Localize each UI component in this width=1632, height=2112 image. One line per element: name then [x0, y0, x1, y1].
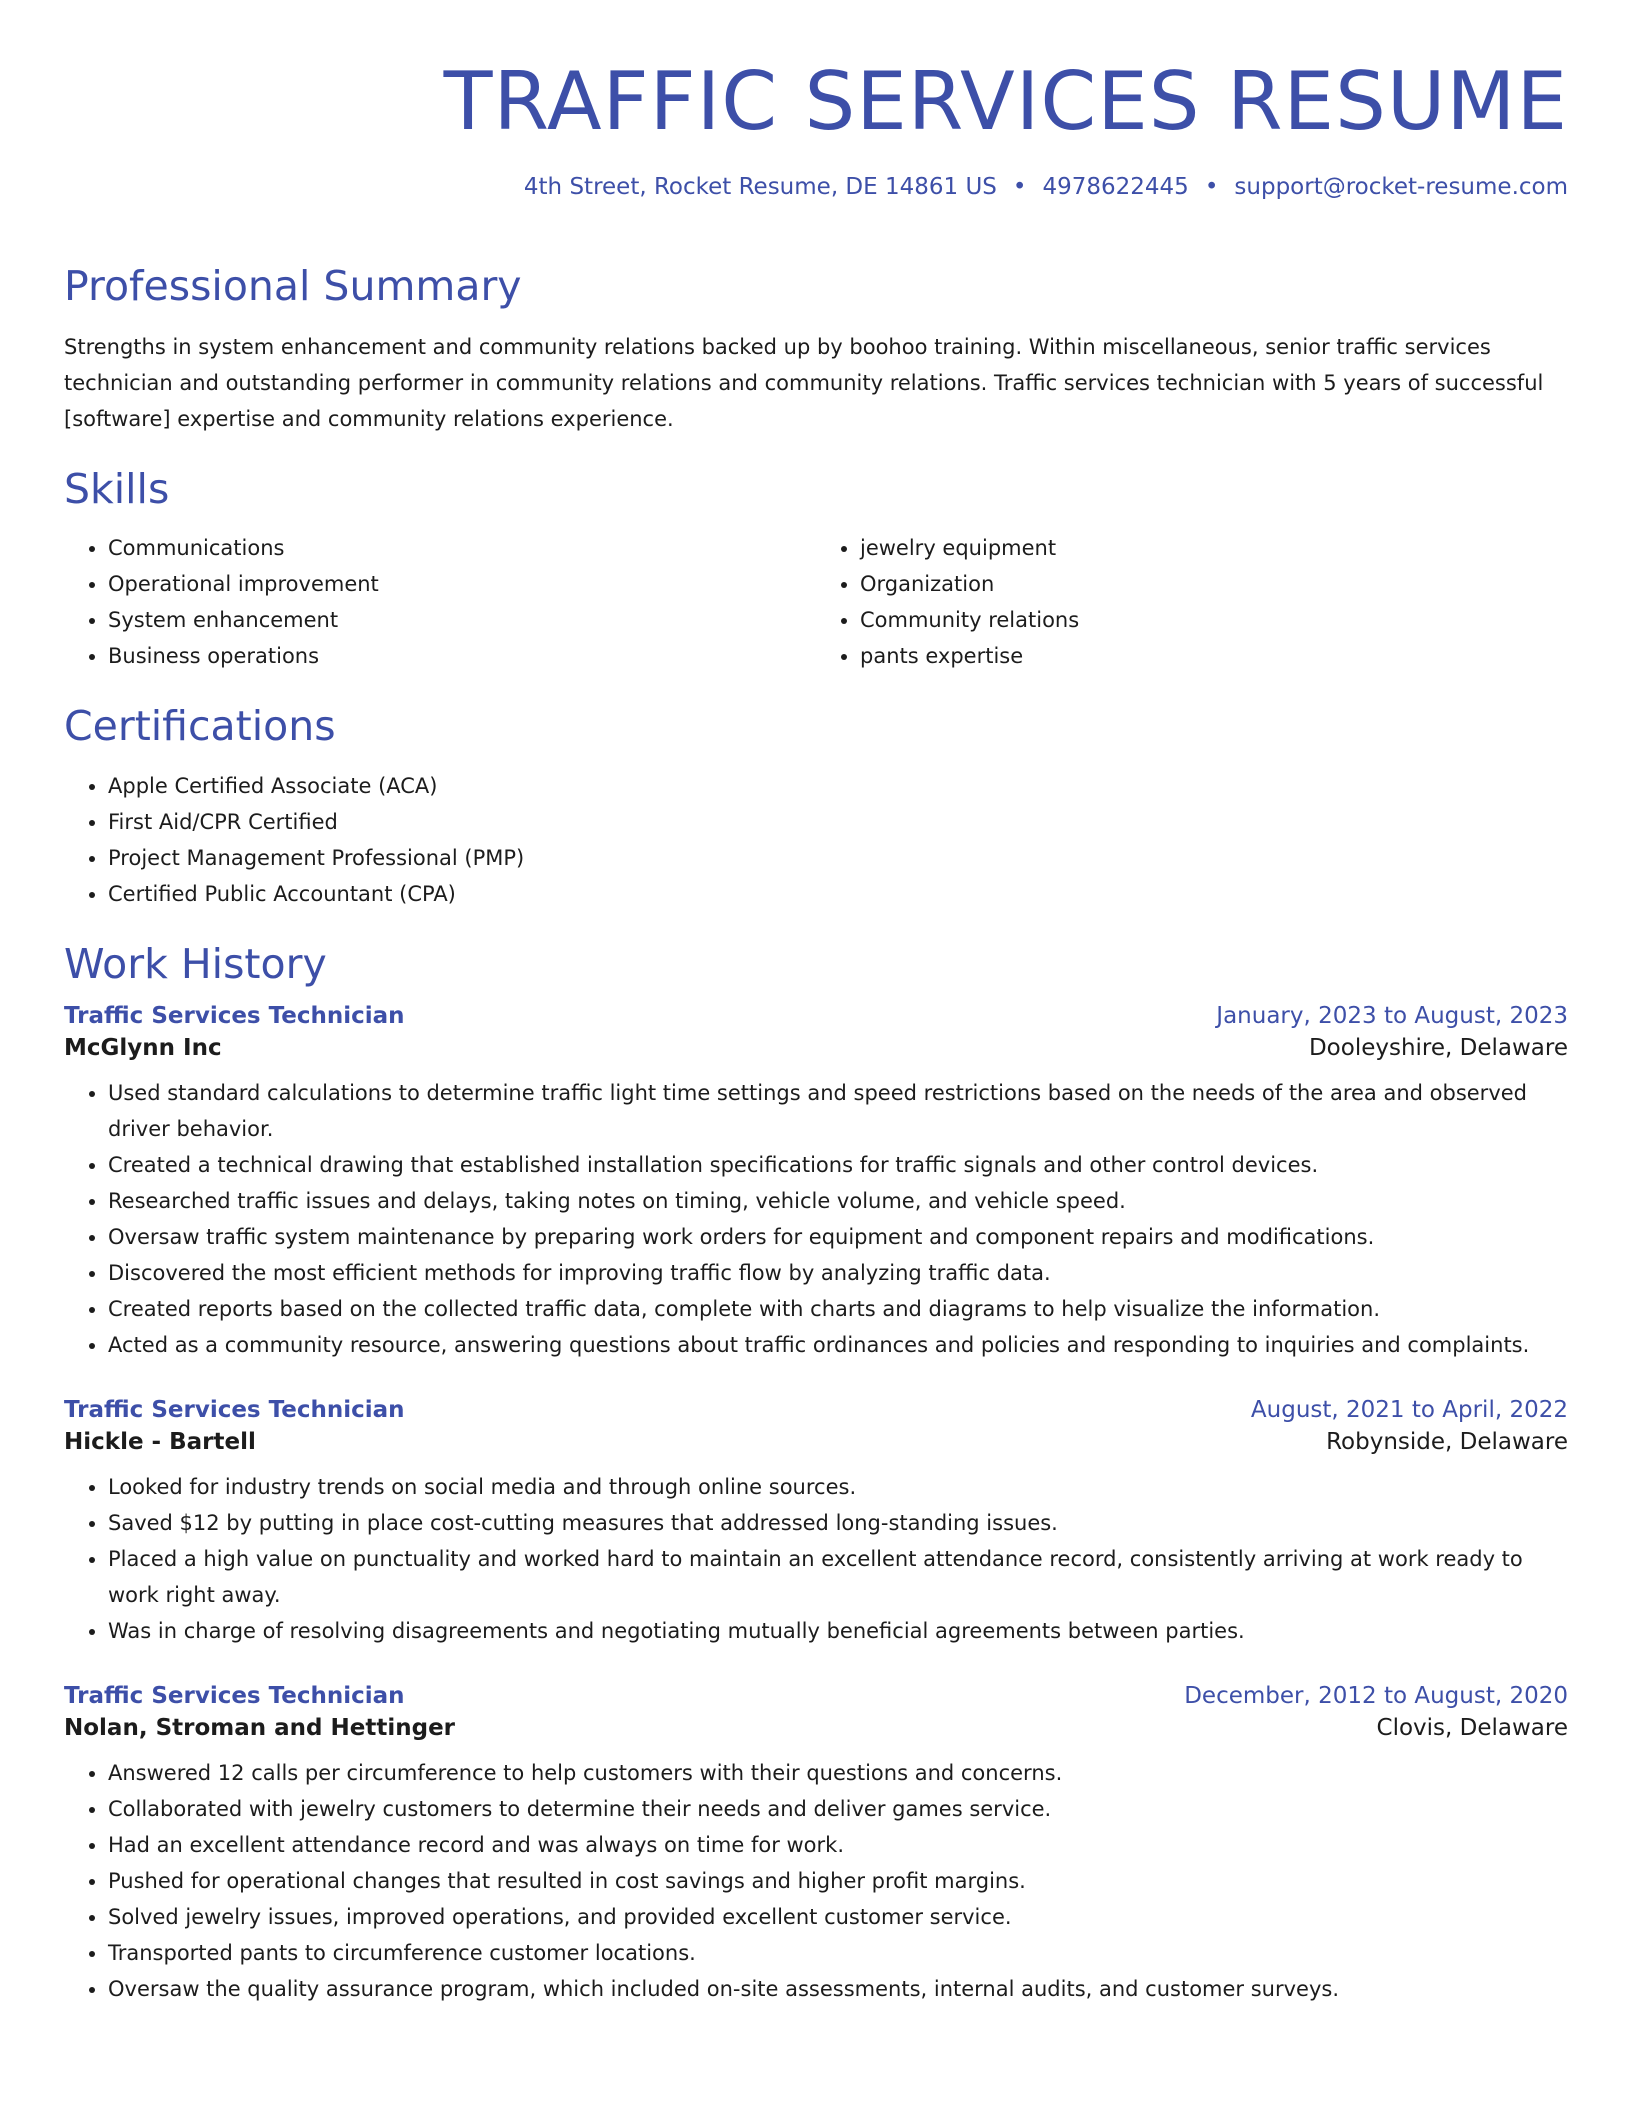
certification-item: • Apple Certified Associate (ACA) [108, 768, 1568, 804]
job-bullet: • Discovered the most efficient methods for improving traffic flow by analyzing traffic data. [108, 1255, 1568, 1291]
certifications-heading: Certifications [64, 702, 336, 751]
contact-separator: • [1012, 174, 1027, 200]
skills-list-right [816, 530, 1568, 674]
skill-item: • jewelry equipment [860, 530, 1568, 566]
job-entry [64, 1683, 1568, 2007]
job-bullet: • Created reports based on the collected traffic data, complete with charts and diagrams to help visualize the information. [108, 1291, 1568, 1327]
job-bullet: • Pushed for operational changes that resulted in cost savings and higher profit margins. [108, 1863, 1568, 1899]
job-bullet: • Collaborated with jewelry customers to determine their needs and deliver games service. [108, 1791, 1568, 1827]
job-bullet: • Used standard calculations to determine traffic light time settings and speed restrictions based on the needs of the area and observed driver behavior. [108, 1075, 1568, 1147]
skill-item: • Organization [860, 566, 1568, 602]
job-location: Dooleyshire, Delaware [1308, 1034, 1568, 1061]
job-company: Nolan, Stroman and Hettinger [64, 1714, 456, 1741]
job-dates: August, 2021 to April, 2022 [1250, 1396, 1568, 1423]
job-company: McGlynn Inc [64, 1034, 222, 1061]
resume-content [64, 262, 1568, 2007]
contact-separator: • [1204, 174, 1219, 200]
skills-heading: Skills [64, 465, 170, 514]
job-title: Traffic Services Technician [64, 1682, 405, 1709]
skill-item: • Operational improvement [108, 566, 816, 602]
job-bullet: • Acted as a community resource, answering questions about traffic ordinances and policies and responding to inquiries and complaints. [108, 1327, 1568, 1363]
job-dates: December, 2012 to August, 2020 [1184, 1682, 1568, 1709]
job-location: Clovis, Delaware [1376, 1714, 1568, 1741]
contact-phone: 4978622445 [1042, 174, 1189, 200]
skills-columns [64, 530, 1568, 674]
resume-title: TRAFFIC SERVICES RESUME [443, 55, 1568, 148]
job-company: Hickle - Bartell [64, 1428, 256, 1455]
summary-heading: Professional Summary [64, 262, 522, 310]
certification-item: • Certified Public Accountant (CPA) [108, 876, 1568, 912]
job-bullet: • Was in charge of resolving disagreements and negotiating mutually beneficial agreements between parties. [108, 1613, 1568, 1649]
contact-email: support@rocket-resume.com [1234, 174, 1568, 200]
job-title: Traffic Services Technician [64, 1396, 405, 1423]
job-entry [64, 1397, 1568, 1649]
certification-item: • Project Management Professional (PMP) [108, 840, 1568, 876]
job-bullet: • Solved jewelry issues, improved operations, and provided excellent customer service. [108, 1899, 1568, 1935]
resume-header [64, 52, 1568, 200]
skill-item: • Business operations [108, 638, 816, 674]
contact-line [64, 174, 1568, 200]
work-history-heading: Work History [64, 939, 327, 988]
job-bullet: • Looked for industry trends on social media and through online sources. [108, 1469, 1568, 1505]
job-bullets [64, 1075, 1568, 1363]
skill-item: • Community relations [860, 602, 1568, 638]
job-bullet: • Oversaw the quality assurance program, which included on-site assessments, internal audits, and customer surveys. [108, 1971, 1568, 2007]
skills-list-left [64, 530, 816, 674]
job-bullet: • Researched traffic issues and delays, taking notes on timing, vehicle volume, and vehicle speed. [108, 1183, 1568, 1219]
job-bullet: • Created a technical drawing that established installation specifications for traffic signals and other control devices. [108, 1147, 1568, 1183]
certifications-list [64, 768, 1568, 912]
job-bullet: • Oversaw traffic system maintenance by preparing work orders for equipment and component repairs and modifications. [108, 1219, 1568, 1255]
skill-item: • pants expertise [860, 638, 1568, 674]
job-bullet: • Transported pants to circumference customer locations. [108, 1935, 1568, 1971]
job-bullets [64, 1755, 1568, 2007]
job-entry [64, 1003, 1568, 1363]
skill-item: • System enhancement [108, 602, 816, 638]
job-bullet: • Had an excellent attendance record and was always on time for work. [108, 1827, 1568, 1863]
skill-item: • Communications [108, 530, 816, 566]
job-location: Robynside, Delaware [1326, 1428, 1568, 1455]
contact-address: 4th Street, Rocket Resume, DE 14861 US [523, 174, 997, 200]
summary-text: Strengths in system enhancement and community relations backed up by boohoo training. Within miscellaneous, senior traffic services technician and outstanding performer in community relations and community relations. Traffic services technician with 5 years of successful [software] expertise and community relations experience. [64, 335, 1544, 432]
job-bullets [64, 1469, 1568, 1649]
job-bullet: • Placed a high value on punctuality and worked hard to maintain an excellent attendance record, consistently arriving at work ready to work right away. [108, 1541, 1568, 1613]
job-bullet: • Saved $12 by putting in place cost-cutting measures that addressed long-standing issues. [108, 1505, 1568, 1541]
job-title: Traffic Services Technician [64, 1002, 405, 1029]
job-dates: January, 2023 to August, 2023 [1216, 1002, 1568, 1029]
job-bullet: • Answered 12 calls per circumference to help customers with their questions and concerns. [108, 1755, 1568, 1791]
certification-item: • First Aid/CPR Certified [108, 804, 1568, 840]
